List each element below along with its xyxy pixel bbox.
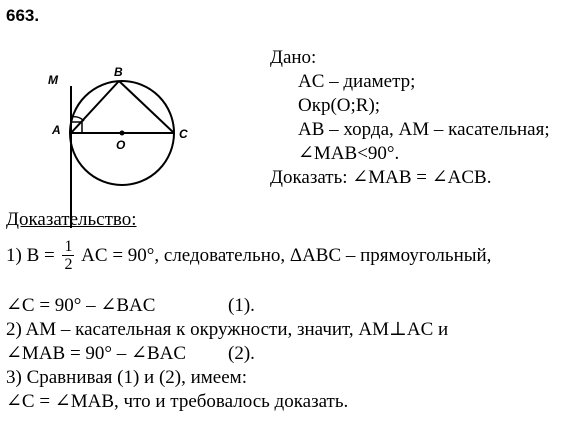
fraction-denominator: 2 bbox=[64, 256, 73, 274]
given-line: ∠MAB<90°. bbox=[298, 143, 400, 164]
label-m: M bbox=[48, 73, 58, 87]
proof-step-1 bbox=[6, 236, 491, 276]
step1-suffix: AC = 90°, следовательно, ΔABC – прямоугольный, bbox=[81, 245, 492, 266]
label-b: B bbox=[114, 65, 123, 79]
label-o: O bbox=[116, 138, 126, 152]
fraction-numerator: 1 bbox=[64, 238, 73, 256]
problem-number: 663. bbox=[6, 6, 40, 25]
proof-line: 2) AM – касательная к окружности, значит, AM⊥AC и bbox=[6, 319, 449, 340]
equation-ref: (2). bbox=[228, 343, 255, 364]
given-line: AC – диаметр; bbox=[298, 71, 416, 92]
given-line: Окр(O;R); bbox=[298, 95, 381, 116]
step1-prefix: 1) B = bbox=[6, 245, 55, 266]
fraction-one-half bbox=[62, 238, 74, 273]
equation-ref: (1). bbox=[228, 295, 255, 316]
proof-line: ∠C = 90° – ∠BAC bbox=[6, 295, 156, 316]
proof-line: ∠C = ∠MAB, что и требовалось доказать. bbox=[6, 391, 349, 412]
center-point bbox=[120, 131, 125, 136]
chord-bc bbox=[119, 81, 174, 133]
label-c: C bbox=[179, 127, 188, 141]
given-header: Дано: bbox=[270, 47, 317, 68]
proof-header: Доказательство: bbox=[6, 209, 137, 230]
label-a: A bbox=[52, 123, 61, 137]
prove-statement: Доказать: ∠MAB = ∠ACB. bbox=[270, 167, 492, 188]
proof-line: 3) Сравнивая (1) и (2), имеем: bbox=[6, 367, 247, 388]
given-line: AB – хорда, AM – касательная; bbox=[298, 119, 550, 140]
proof-line: ∠MAB = 90° – ∠BAC bbox=[6, 343, 187, 364]
